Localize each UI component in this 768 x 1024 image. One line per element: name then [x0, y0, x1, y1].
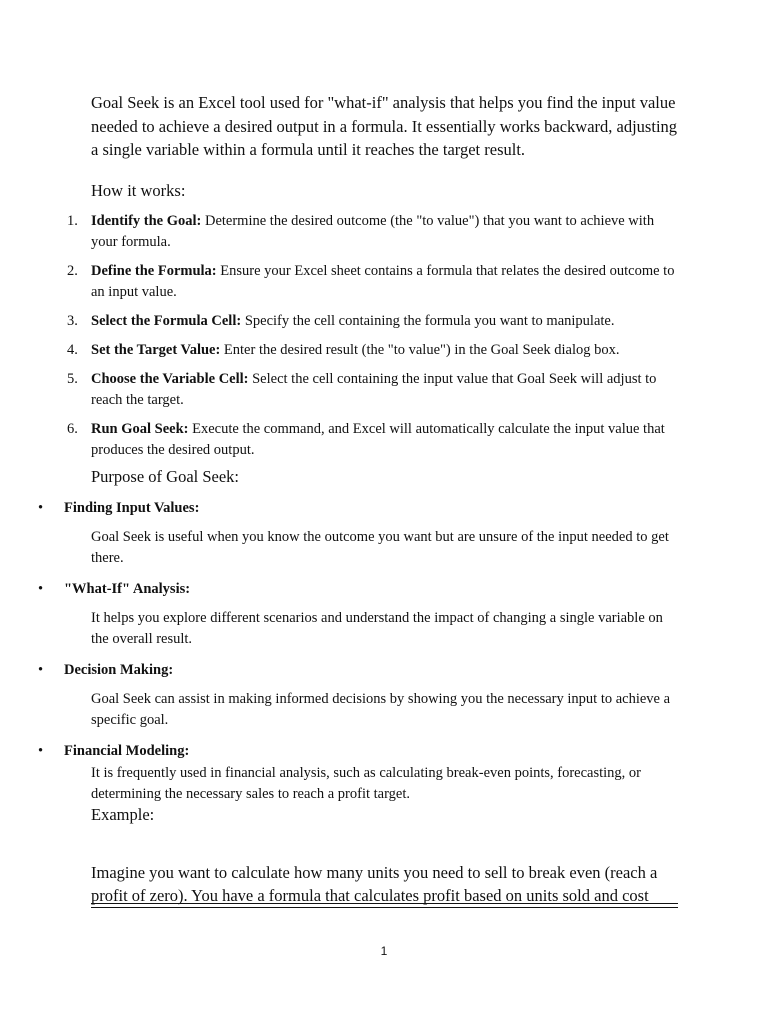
bullet-icon: •	[38, 743, 44, 759]
purpose-description: It helps you explore different scenarios and understand the impact of changing a single variable on the overall result.	[91, 610, 663, 647]
step-item	[67, 311, 681, 332]
bullet-icon: •	[38, 662, 44, 678]
step-text: Determine the desired outcome (the "to value") that you want to achieve with your formula.	[91, 213, 655, 250]
page-number: 1	[380, 944, 388, 958]
step-title: Identify the Goal:	[91, 213, 202, 229]
purpose-title: Decision Making:	[64, 662, 174, 678]
step-title: Set the Target Value:	[91, 342, 221, 358]
purpose-item	[0, 579, 768, 650]
purpose-item	[0, 741, 768, 805]
purpose-item	[0, 660, 768, 731]
step-title: Run Goal Seek:	[91, 421, 189, 437]
step-number: 5.	[67, 371, 78, 387]
step-item	[67, 211, 681, 253]
purpose-heading: Purpose of Goal Seek:	[91, 467, 240, 486]
step-number: 3.	[67, 313, 78, 329]
purpose-description: Goal Seek is useful when you know the outcome you want but are unsure of the input needed to get there.	[91, 529, 669, 566]
purpose-item	[0, 498, 768, 569]
bullet-icon: •	[38, 500, 44, 516]
double-underline-rule	[91, 903, 678, 908]
purpose-description: It is frequently used in financial analysis, such as calculating break-even points, forecasting, or determining the necessary sales to reach a profit target.	[91, 765, 642, 802]
purpose-title: Finding Input Values:	[64, 500, 200, 516]
step-text: Specify the cell containing the formula you want to manipulate.	[241, 313, 615, 329]
step-item	[67, 369, 681, 411]
step-title: Define the Formula:	[91, 263, 217, 279]
step-title: Select the Formula Cell:	[91, 313, 242, 329]
step-text: Ensure your Excel sheet contains a formula that relates the desired outcome to an input value.	[91, 263, 675, 300]
step-title: Choose the Variable Cell:	[91, 371, 249, 387]
example-heading: Example:	[91, 805, 155, 824]
step-item	[67, 340, 681, 361]
example-paragraph: Imagine you want to calculate how many units you need to sell to break even (reach a profit of zero). You have a formula that calculates profit based on units sold and cost	[91, 863, 658, 905]
steps-list	[67, 211, 681, 461]
how-it-works-heading: How it works:	[91, 181, 186, 200]
intro-paragraph: Goal Seek is an Excel tool used for "what-if" analysis that helps you find the input value needed to achieve a desired output in a formula. It essentially works backward, adjusting a single variable within a formula until it reaches the target result.	[91, 93, 678, 159]
step-number: 2.	[67, 263, 78, 279]
step-number: 4.	[67, 342, 78, 358]
step-text: Select the cell containing the input value that Goal Seek will adjust to reach the target.	[91, 371, 657, 408]
step-item	[67, 261, 681, 303]
step-text: Enter the desired result (the "to value") in the Goal Seek dialog box.	[220, 342, 620, 358]
step-number: 6.	[67, 421, 78, 437]
purpose-list	[0, 498, 768, 805]
bullet-icon: •	[38, 581, 44, 597]
step-item	[67, 419, 681, 461]
step-number: 1.	[67, 213, 78, 229]
step-text: Execute the command, and Excel will automatically calculate the input value that produces the desired output.	[91, 421, 665, 458]
purpose-description: Goal Seek can assist in making informed decisions by showing you the necessary input to achieve a specific goal.	[91, 691, 671, 728]
purpose-title: Financial Modeling:	[64, 743, 190, 759]
purpose-title: "What-If" Analysis:	[64, 581, 191, 597]
